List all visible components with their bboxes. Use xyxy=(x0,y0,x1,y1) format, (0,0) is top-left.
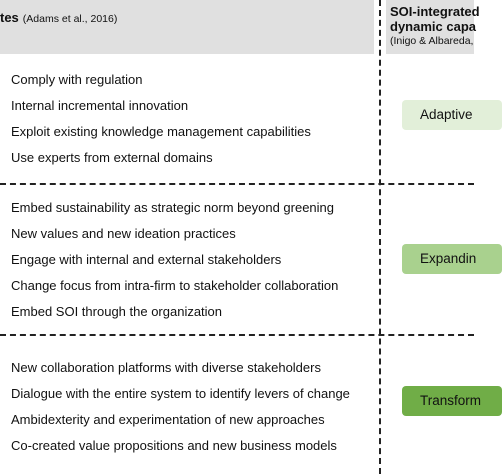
left-header-title xyxy=(0,9,117,27)
capability-expanding: Expandin xyxy=(402,244,502,274)
list-item: Embed sustainability as strategic norm beyond greening xyxy=(11,200,335,215)
list-item: Embed SOI through the organization xyxy=(11,304,223,319)
list-item: Internal incremental innovation xyxy=(11,98,189,113)
list-item: Change focus from intra-firm to stakeholder collaboration xyxy=(11,278,339,293)
list-item: Ambidexterity and experimentation of new approaches xyxy=(11,412,325,427)
left-header-citation: (Adams et al., 2016) xyxy=(22,13,118,25)
capability-transformative: Transform xyxy=(402,386,502,416)
list-item: Comply with regulation xyxy=(11,72,143,87)
list-item: New values and new ideation practices xyxy=(11,226,236,241)
list-item: Exploit existing knowledge management capabilities xyxy=(11,124,311,139)
right-header-line2: dynamic capa xyxy=(390,19,476,34)
section-adaptive-items xyxy=(11,67,311,171)
list-item: New collaboration platforms with diverse stakeholders xyxy=(11,360,321,375)
list-item: Use experts from external domains xyxy=(11,150,213,165)
left-column-header xyxy=(0,0,374,54)
right-header-citation: (Inigo & Albareda, xyxy=(390,35,474,47)
left-header-label: tes xyxy=(0,10,19,25)
list-item: Dialogue with the entire system to identify levers of change xyxy=(11,386,350,401)
section-expanding-items xyxy=(11,195,338,325)
section-transformative-items xyxy=(11,355,350,459)
right-column-header xyxy=(386,0,480,54)
row-divider-2 xyxy=(0,334,474,336)
list-item: Engage with internal and external stakeholders xyxy=(11,252,282,267)
capability-adaptive: Adaptive xyxy=(402,100,502,130)
right-header-line1: SOI-integrated xyxy=(390,4,480,19)
list-item: Co-created value propositions and new business models xyxy=(11,438,337,453)
row-divider-1 xyxy=(0,183,474,185)
column-divider xyxy=(379,0,381,474)
